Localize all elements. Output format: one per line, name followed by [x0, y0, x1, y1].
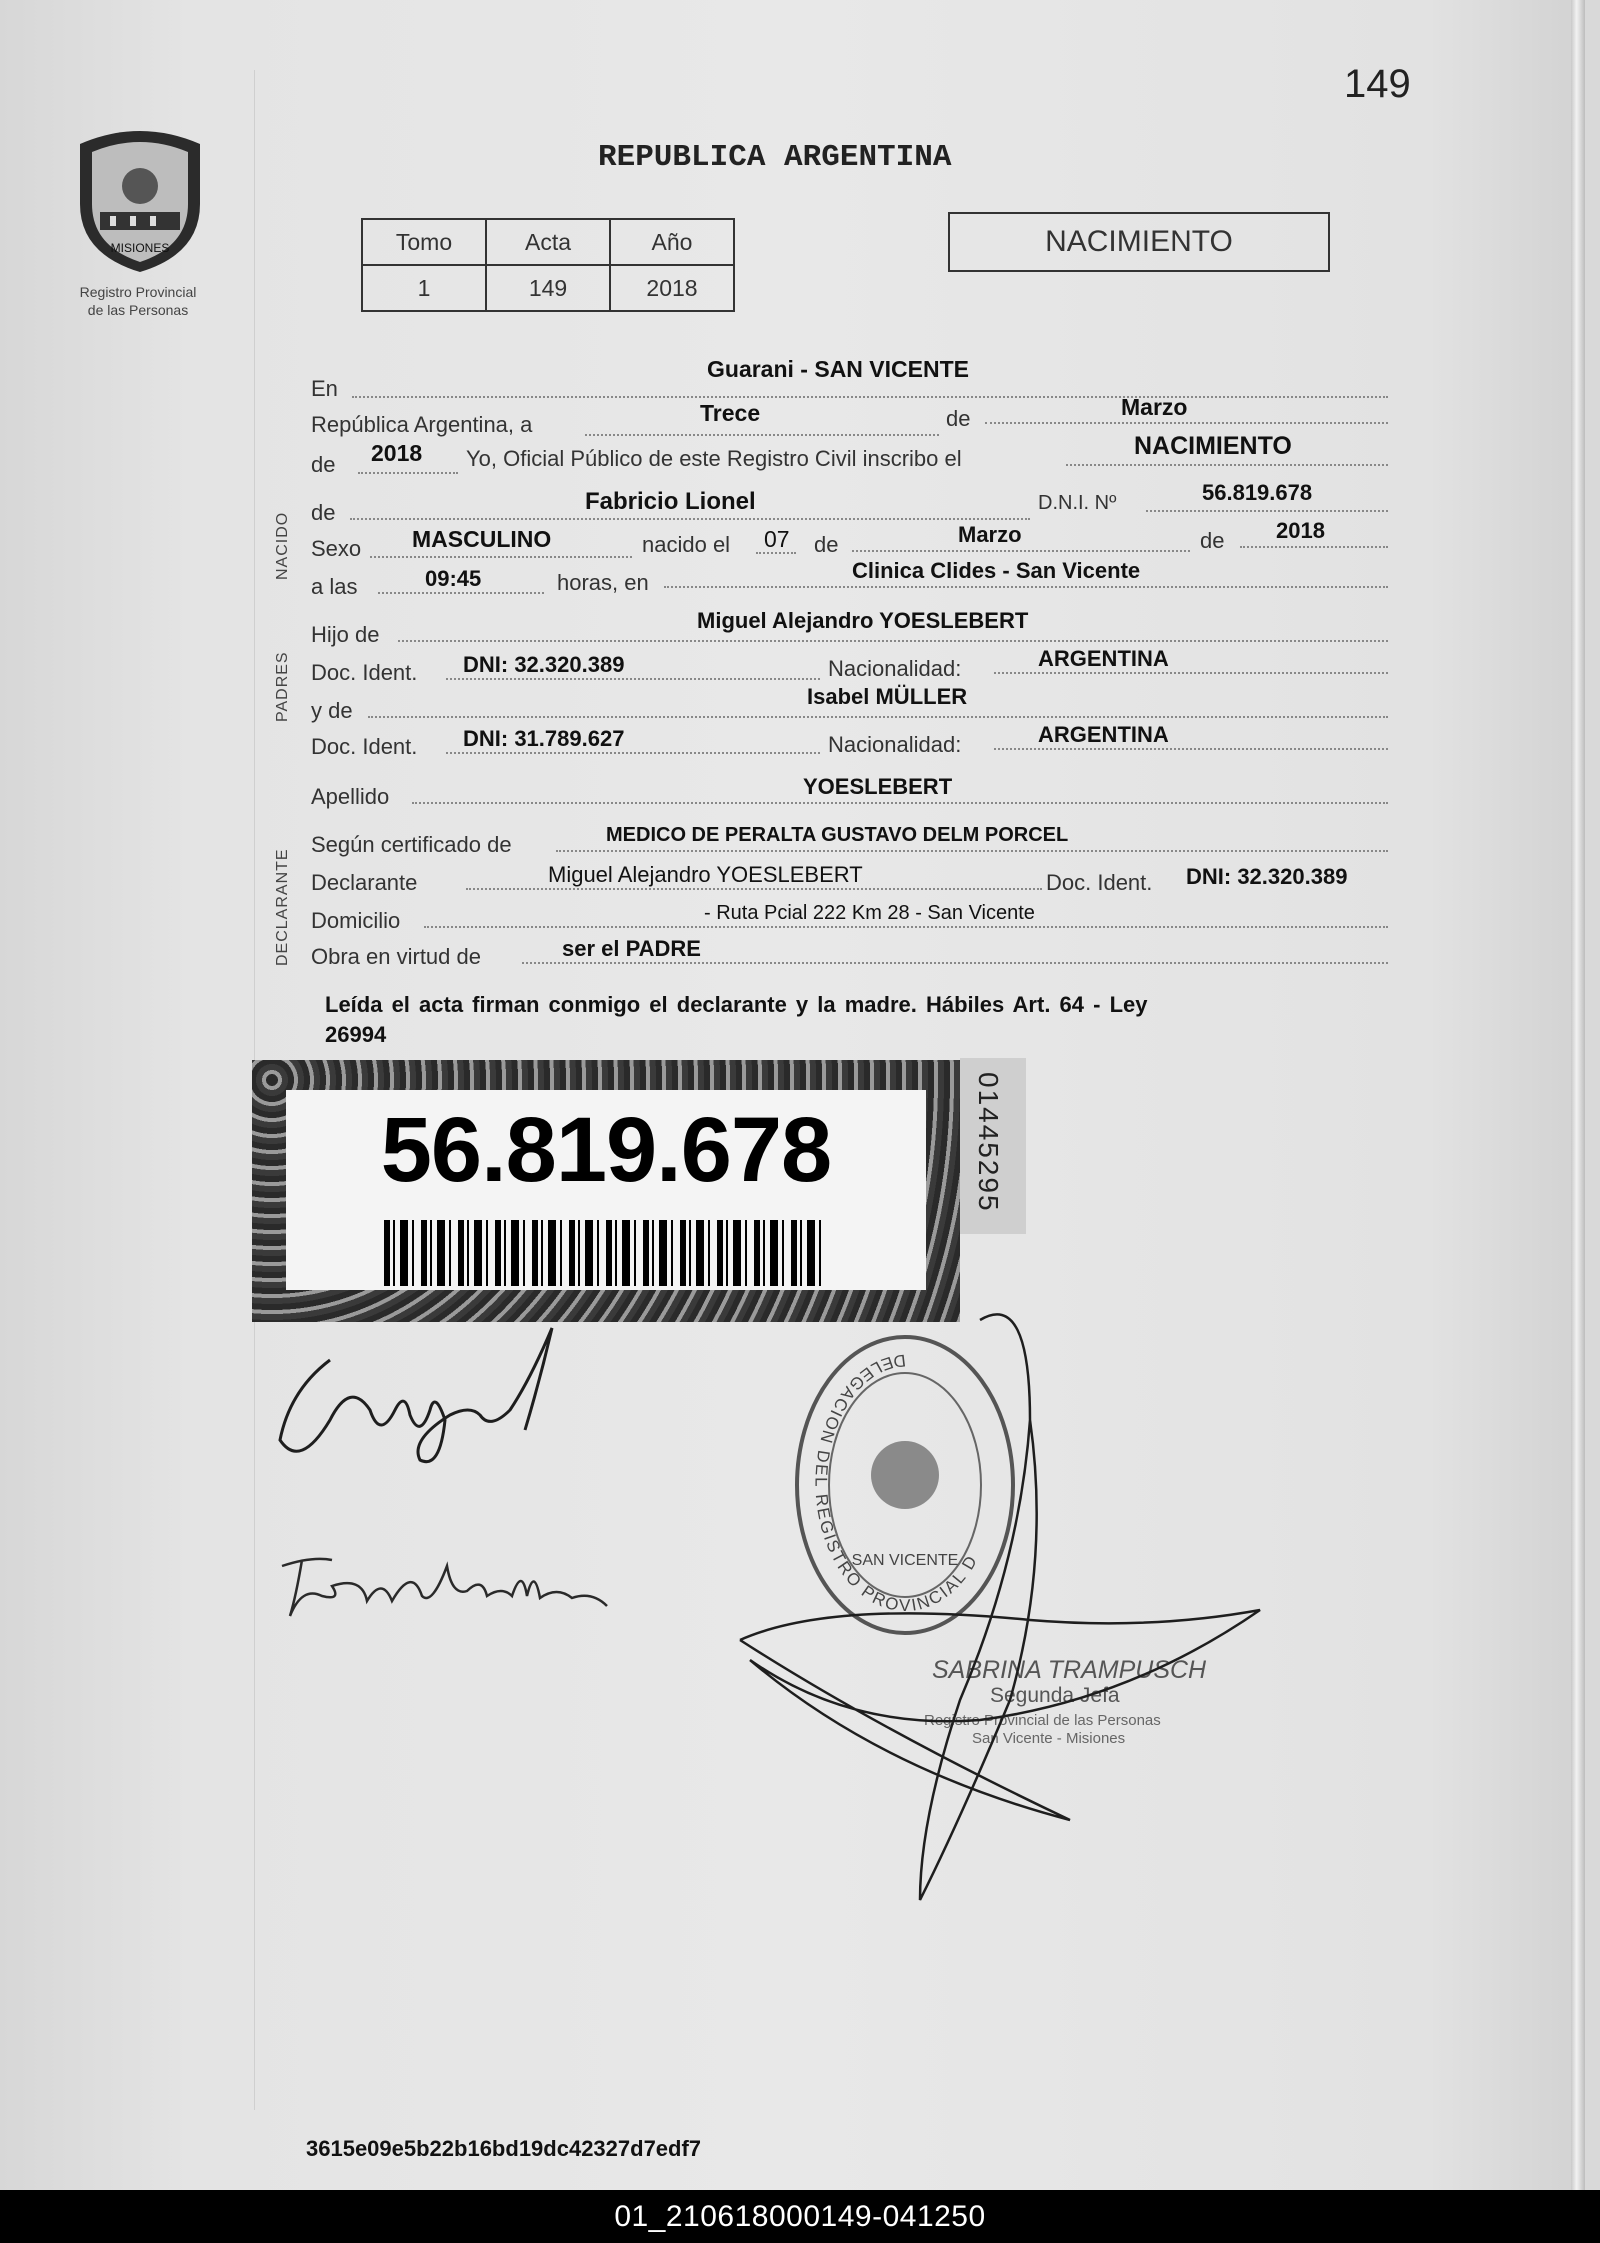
- line-dia: [585, 434, 939, 436]
- logo-caption-1: Registro Provincial: [79, 284, 197, 300]
- line-dni: [1146, 510, 1388, 512]
- line-obra: [522, 962, 1388, 964]
- document-hash: 3615e09e5b22b16bd19dc42327d7edf7: [306, 2136, 702, 2161]
- line-padre-nac: [994, 672, 1388, 674]
- label-y-de: y de: [311, 698, 353, 723]
- line-certificado: [556, 850, 1388, 852]
- line-padre: [398, 640, 1388, 642]
- line-padre-doc: [446, 678, 820, 680]
- value-anio: 2018: [610, 265, 734, 311]
- section-declarante: DECLARANTE: [274, 848, 291, 966]
- label-nacionalidad-padre: Nacionalidad:: [828, 656, 962, 681]
- label-doc-ident-madre: Doc. Ident.: [311, 734, 418, 759]
- line-domicilio: [424, 926, 1388, 928]
- line-anio-nac: [1240, 546, 1388, 548]
- value-tipo: NACIMIENTO: [1134, 432, 1292, 460]
- label-oficial: Yo, Oficial Público de este Registro Civil inscribo el: [466, 446, 962, 471]
- value-dia-letras: Trece: [700, 400, 761, 426]
- official-name: SABRINA TRAMPUSCH: [932, 1656, 1207, 1684]
- value-lugar-nac: Clinica Clides - San Vicente: [852, 558, 1141, 583]
- sticker-serial: [960, 1058, 1026, 1234]
- line-nombre: [350, 518, 1030, 520]
- official-office-1: Registro Provincial de las Personas: [924, 1712, 1161, 1729]
- value-declarante: Miguel Alejandro YOESLEBERT: [548, 862, 863, 887]
- label-apellido: Apellido: [311, 784, 390, 809]
- line-apellido: [412, 802, 1388, 804]
- value-apellido: YOESLEBERT: [803, 774, 953, 799]
- value-lugar: Guarani - SAN VICENTE: [707, 356, 969, 382]
- label-horas-en: horas, en: [557, 570, 649, 595]
- mother-signature: [272, 1546, 612, 1636]
- label-declarante: Declarante: [311, 870, 418, 895]
- value-anio-inscripcion: 2018: [371, 440, 423, 466]
- header-acta: Acta: [486, 219, 610, 265]
- official-signature: [730, 1300, 1270, 1920]
- registry-table: [361, 218, 735, 312]
- closing-line-1: Leída el acta firman conmigo el declarante y la madre. Hábiles Art. 64 - Ley: [325, 992, 1148, 1017]
- line-mes-nac: [852, 550, 1190, 552]
- line-lugar-nac: [664, 586, 1388, 588]
- dni-sticker-label: [286, 1090, 926, 1290]
- label-de-nombre: de: [311, 500, 336, 525]
- header-tomo: Tomo: [362, 219, 486, 265]
- file-footer: 01_210618000149-041250: [0, 2190, 1600, 2243]
- sticker-serial-number: 01445295: [973, 1072, 1004, 1213]
- value-padre: Miguel Alejandro YOESLEBERT: [697, 608, 1029, 633]
- line-madre-nac: [994, 748, 1388, 750]
- country-title: REPUBLICA ARGENTINA: [598, 140, 952, 175]
- value-madre: Isabel MÜLLER: [807, 684, 968, 709]
- label-de-anio: de: [1200, 528, 1225, 553]
- value-dni: 56.819.678: [1202, 480, 1313, 505]
- line-en: [352, 396, 1388, 398]
- label-a-las: a las: [311, 574, 358, 599]
- page-number: 149: [1344, 62, 1411, 106]
- dni-sticker: [252, 1060, 960, 1322]
- label-nacido-el: nacido el: [642, 532, 731, 557]
- official-office-2: San Vicente - Misiones: [972, 1730, 1126, 1747]
- label-domicilio: Domicilio: [311, 908, 401, 933]
- value-tomo: 1: [362, 265, 486, 311]
- label-obra: Obra en virtud de: [311, 944, 481, 969]
- value-obra: ser el PADRE: [562, 936, 701, 961]
- page-edge: [1571, 0, 1585, 2190]
- logo-caption-2: de las Personas: [87, 302, 189, 318]
- label-segun: Según certificado de: [311, 832, 512, 857]
- stamp-ring-text: DELEGACION DEL REGISTRO PROVINCIAL D: [811, 1350, 982, 1616]
- line-madre: [368, 716, 1388, 718]
- value-dia-nac: 07: [764, 526, 790, 552]
- line-madre-doc: [446, 752, 820, 754]
- value-domicilio: - Ruta Pcial 222 Km 28 - San Vicente: [704, 902, 1035, 924]
- value-anio-nac: 2018: [1276, 518, 1325, 543]
- line-hora: [378, 592, 544, 594]
- value-hora: 09:45: [425, 566, 482, 591]
- value-acta: 149: [486, 265, 610, 311]
- line-sexo: [370, 556, 632, 558]
- line-tipo: [1066, 464, 1388, 466]
- label-de-mes: de: [814, 532, 839, 557]
- value-sexo: MASCULINO: [412, 526, 552, 552]
- value-certificado: MEDICO DE PERALTA GUSTAVO DELM PORCEL: [606, 824, 1069, 846]
- section-nacido: NACIDO: [274, 511, 291, 580]
- closing-line-2: 26994: [325, 1022, 387, 1047]
- official-title: Segunda Jefa: [990, 1684, 1120, 1707]
- label-nacionalidad-madre: Nacionalidad:: [828, 732, 962, 757]
- logo-text: MISIONES: [110, 241, 170, 255]
- value-padre-nac: ARGENTINA: [1038, 646, 1169, 671]
- value-madre-doc: DNI: 31.789.627: [463, 726, 625, 751]
- header-anio: Año: [610, 219, 734, 265]
- value-nombre: Fabricio Lionel: [585, 488, 756, 515]
- label-de-year: de: [311, 452, 336, 477]
- dni-sticker-number: 56.819.678: [380, 1099, 832, 1201]
- value-mes-inscripcion: Marzo: [1121, 394, 1188, 420]
- barcode: [384, 1220, 828, 1286]
- certificate-type-box: NACIMIENTO: [948, 212, 1330, 272]
- province-seal-logo: [70, 124, 210, 274]
- label-doc-ident-padre: Doc. Ident.: [311, 660, 418, 685]
- father-signature: [270, 1320, 560, 1480]
- value-padre-doc: DNI: 32.320.389: [463, 652, 625, 677]
- label-hijo-de: Hijo de: [311, 622, 380, 647]
- label-en: En: [311, 376, 338, 401]
- label-declarante-doc: Doc. Ident.: [1046, 870, 1153, 895]
- label-de: de: [946, 406, 971, 431]
- line-anio: [358, 472, 458, 474]
- label-republica: República Argentina, a: [311, 412, 533, 437]
- label-dni: D.N.I. Nº: [1038, 492, 1117, 514]
- line-mes: [985, 422, 1388, 424]
- section-padres: PADRES: [274, 651, 291, 722]
- label-sexo: Sexo: [311, 536, 362, 561]
- value-madre-nac: ARGENTINA: [1038, 722, 1169, 747]
- value-declarante-doc: DNI: 32.320.389: [1186, 864, 1348, 889]
- value-mes-nac: Marzo: [958, 522, 1022, 547]
- stamp-city: SAN VICENTE: [851, 1552, 959, 1569]
- line-declarante: [466, 888, 1042, 890]
